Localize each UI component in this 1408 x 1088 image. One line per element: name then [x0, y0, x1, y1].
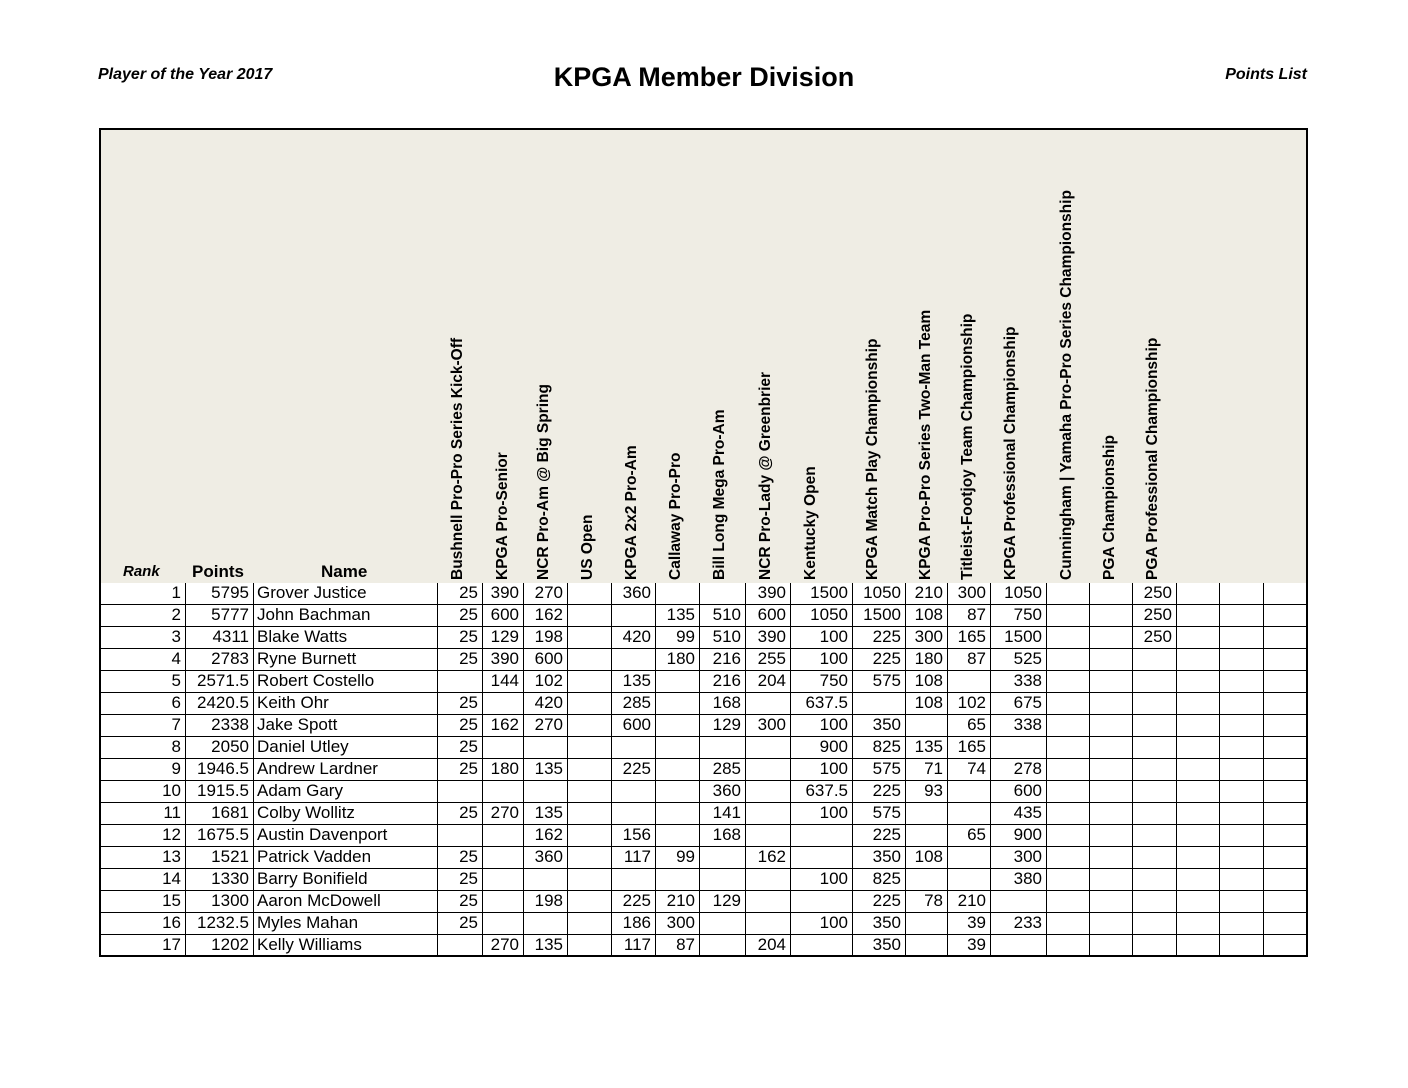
score-cell: 162	[757, 847, 786, 866]
score-cell: 156	[622, 825, 651, 844]
score-cell: 216	[712, 671, 741, 690]
points-cell: 1232.5	[197, 913, 249, 932]
score-cell: 144	[490, 671, 519, 690]
score-cell: 162	[490, 715, 519, 734]
rank-cell: 7	[171, 715, 181, 734]
score-cell: 186	[622, 913, 651, 932]
player-name-cell: Daniel Utley	[257, 737, 349, 756]
score-cell: 100	[819, 803, 848, 822]
points-cell: 1915.5	[197, 781, 249, 800]
score-cell: 575	[872, 759, 901, 778]
score-cell: 180	[490, 759, 519, 778]
score-cell: 380	[1013, 869, 1042, 888]
rank-cell: 6	[171, 693, 181, 712]
player-name-cell: John Bachman	[257, 605, 371, 624]
rank-cell: 4	[171, 649, 181, 668]
event-column-header: KPGA Pro-Pro Series Two-Man Team	[917, 309, 934, 580]
points-cell: 2783	[211, 649, 249, 668]
score-cell: 78	[924, 891, 943, 910]
score-cell: 25	[459, 913, 478, 932]
event-column-header: NCR Pro-Lady @ Greenbrier	[757, 371, 774, 580]
score-cell: 135	[914, 737, 943, 756]
score-cell: 99	[676, 627, 695, 646]
score-cell: 108	[914, 605, 943, 624]
score-cell: 25	[459, 715, 478, 734]
score-cell: 750	[1013, 605, 1042, 624]
score-cell: 39	[967, 935, 986, 954]
score-cell: 129	[490, 627, 519, 646]
player-name-cell: Blake Watts	[257, 627, 348, 646]
points-cell: 1946.5	[197, 759, 249, 778]
rank-cell: 12	[162, 825, 181, 844]
score-cell: 225	[622, 891, 651, 910]
score-cell: 135	[666, 605, 695, 624]
points-cell: 5795	[211, 583, 249, 602]
score-cell: 825	[872, 737, 901, 756]
score-cell: 225	[622, 759, 651, 778]
score-cell: 250	[1143, 627, 1172, 646]
event-column-header: KPGA Professional Championship	[1002, 326, 1019, 580]
score-cell: 225	[872, 825, 901, 844]
points-cell: 1681	[211, 803, 249, 822]
score-cell: 210	[957, 891, 986, 910]
points-cell: 1521	[211, 847, 249, 866]
points-cell: 2050	[211, 737, 249, 756]
rank-cell: 10	[162, 781, 181, 800]
score-cell: 1500	[810, 583, 848, 602]
rank-cell: 16	[162, 913, 181, 932]
score-cell: 637.5	[805, 693, 848, 712]
player-name-cell: Austin Davenport	[257, 825, 388, 844]
score-cell: 87	[967, 649, 986, 668]
score-cell: 162	[534, 825, 563, 844]
score-cell: 225	[872, 649, 901, 668]
score-cell: 135	[534, 803, 563, 822]
page-title: KPGA Member Division	[553, 62, 855, 92]
rank-cell: 11	[163, 803, 181, 822]
player-name-cell: Jake Spott	[257, 715, 338, 734]
player-name-cell: Patrick Vadden	[257, 847, 372, 866]
score-cell: 600	[490, 605, 519, 624]
score-cell: 100	[819, 649, 848, 668]
event-column-header: PGA Championship	[1101, 435, 1118, 580]
score-cell: 102	[957, 693, 986, 712]
score-cell: 129	[712, 891, 741, 910]
score-cell: 270	[490, 803, 519, 822]
score-cell: 300	[914, 627, 943, 646]
score-cell: 600	[534, 649, 563, 668]
event-column-header: KPGA Match Play Championship	[864, 338, 881, 580]
score-cell: 65	[967, 715, 986, 734]
points-cell: 2420.5	[197, 693, 249, 712]
score-cell: 25	[459, 605, 478, 624]
rank-cell: 15	[162, 891, 181, 910]
score-cell: 117	[623, 935, 651, 954]
rank-cell: 1	[171, 583, 181, 602]
score-cell: 168	[712, 693, 741, 712]
score-cell: 600	[1013, 781, 1042, 800]
score-cell: 390	[757, 627, 786, 646]
player-name-cell: Colby Wollitz	[257, 803, 355, 822]
score-cell: 1500	[863, 605, 901, 624]
score-cell: 390	[490, 583, 519, 602]
score-cell: 575	[872, 671, 901, 690]
score-cell: 87	[676, 935, 695, 954]
player-name-cell: Barry Bonifield	[257, 869, 368, 888]
score-cell: 93	[924, 781, 943, 800]
player-name-cell: Adam Gary	[257, 781, 343, 800]
score-cell: 360	[712, 781, 741, 800]
score-cell: 71	[924, 759, 943, 778]
score-cell: 390	[757, 583, 786, 602]
rank-cell: 5	[171, 671, 181, 690]
points-cell: 4311	[212, 627, 249, 646]
rank-cell: 17	[162, 935, 181, 954]
score-cell: 198	[534, 891, 563, 910]
event-column-header: Callaway Pro-Pro	[667, 452, 684, 580]
player-name-cell: Robert Costello	[257, 671, 375, 690]
score-cell: 198	[534, 627, 563, 646]
score-cell: 390	[490, 649, 519, 668]
event-column-header: NCR Pro-Am @ Big Spring	[535, 384, 552, 580]
score-cell: 168	[712, 825, 741, 844]
score-cell: 300	[957, 583, 986, 602]
player-name-cell: Kelly Williams	[257, 935, 362, 954]
score-cell: 300	[757, 715, 786, 734]
score-cell: 204	[757, 935, 786, 954]
score-cell: 225	[872, 891, 901, 910]
player-name-cell: Ryne Burnett	[257, 649, 357, 668]
score-cell: 285	[712, 759, 741, 778]
score-cell: 25	[459, 803, 478, 822]
points-cell: 1675.5	[197, 825, 249, 844]
score-cell: 25	[459, 583, 478, 602]
player-name-cell: Myles Mahan	[257, 913, 359, 932]
score-cell: 162	[534, 605, 563, 624]
event-column-header: Bill Long Mega Pro-Am	[711, 409, 728, 580]
score-cell: 900	[1013, 825, 1042, 844]
score-cell: 338	[1013, 715, 1042, 734]
score-cell: 360	[534, 847, 563, 866]
score-cell: 135	[534, 759, 563, 778]
score-cell: 25	[459, 737, 478, 756]
score-cell: 1050	[863, 583, 901, 602]
score-cell: 233	[1013, 913, 1042, 932]
score-cell: 575	[872, 803, 901, 822]
score-cell: 25	[459, 847, 478, 866]
score-cell: 338	[1013, 671, 1042, 690]
event-column-header: Cunningham | Yamaha Pro-Pro Series Championship	[1058, 190, 1075, 580]
score-cell: 600	[622, 715, 651, 734]
score-cell: 165	[957, 737, 986, 756]
event-column-header: Kentucky Open	[802, 466, 819, 580]
points-cell: 1300	[211, 891, 249, 910]
score-cell: 135	[622, 671, 651, 690]
score-cell: 108	[914, 693, 943, 712]
score-cell: 637.5	[805, 781, 848, 800]
rank-cell: 3	[171, 627, 181, 646]
score-cell: 225	[872, 781, 901, 800]
score-cell: 25	[459, 869, 478, 888]
score-cell: 510	[712, 605, 741, 624]
score-cell: 25	[459, 627, 478, 646]
score-cell: 65	[967, 825, 986, 844]
score-cell: 350	[872, 913, 901, 932]
event-column-header: Titleist-Footjoy Team Championship	[959, 313, 976, 580]
rank-cell: 2	[171, 605, 181, 624]
score-cell: 255	[757, 649, 786, 668]
score-cell: 510	[712, 627, 741, 646]
score-cell: 675	[1013, 693, 1042, 712]
score-cell: 300	[666, 913, 695, 932]
event-column-header: KPGA Pro-Senior	[494, 452, 511, 580]
score-cell: 360	[622, 583, 651, 602]
player-name-cell: Keith Ohr	[257, 693, 329, 712]
score-cell: 100	[819, 759, 848, 778]
rank-cell: 14	[162, 869, 181, 888]
score-cell: 420	[622, 627, 651, 646]
column-header-name: Name	[321, 562, 368, 581]
score-cell: 100	[819, 913, 848, 932]
score-cell: 204	[757, 671, 786, 690]
score-cell: 117	[623, 847, 651, 866]
score-cell: 165	[957, 627, 986, 646]
score-cell: 100	[819, 627, 848, 646]
score-cell: 135	[534, 935, 563, 954]
score-cell: 25	[459, 759, 478, 778]
report-year-label: Player of the Year 2017	[98, 66, 273, 83]
points-cell: 2338	[211, 715, 249, 734]
score-cell: 87	[967, 605, 986, 624]
player-name-cell: Aaron McDowell	[257, 891, 381, 910]
score-cell: 285	[622, 693, 651, 712]
score-cell: 74	[967, 759, 986, 778]
score-cell: 435	[1013, 803, 1042, 822]
score-cell: 250	[1143, 583, 1172, 602]
event-column-header: KPGA 2x2 Pro-Am	[623, 445, 640, 580]
score-cell: 39	[967, 913, 986, 932]
score-cell: 180	[914, 649, 943, 668]
rank-cell: 13	[162, 847, 181, 866]
event-column-header: Bushnell Pro-Pro Series Kick-Off	[449, 337, 466, 580]
score-cell: 1500	[1004, 627, 1042, 646]
score-cell: 129	[712, 715, 741, 734]
column-header-rank: Rank	[123, 563, 160, 580]
score-cell: 102	[534, 671, 563, 690]
score-cell: 250	[1143, 605, 1172, 624]
player-name-cell: Grover Justice	[257, 583, 367, 602]
column-header-points: Points	[192, 562, 244, 581]
score-cell: 525	[1013, 649, 1042, 668]
score-cell: 350	[872, 935, 901, 954]
score-cell: 270	[534, 583, 563, 602]
rank-cell: 9	[171, 759, 181, 778]
score-cell: 270	[490, 935, 519, 954]
score-cell: 100	[819, 715, 848, 734]
score-cell: 900	[819, 737, 848, 756]
points-cell: 5777	[211, 605, 249, 624]
event-column-header: PGA Professional Championship	[1144, 337, 1161, 580]
score-cell: 225	[872, 627, 901, 646]
score-cell: 750	[819, 671, 848, 690]
score-cell: 278	[1013, 759, 1042, 778]
score-cell: 825	[872, 869, 901, 888]
points-list-label: Points List	[1225, 66, 1307, 83]
score-cell: 25	[459, 649, 478, 668]
score-cell: 210	[914, 583, 943, 602]
score-cell: 141	[712, 803, 741, 822]
score-cell: 420	[534, 693, 563, 712]
score-cell: 100	[819, 869, 848, 888]
rank-cell: 8	[171, 737, 181, 756]
event-column-header: US Open	[579, 514, 596, 580]
points-cell: 1202	[211, 935, 249, 954]
points-cell: 1330	[211, 869, 249, 888]
score-cell: 350	[872, 847, 901, 866]
score-cell: 1050	[810, 605, 848, 624]
score-cell: 270	[534, 715, 563, 734]
score-cell: 108	[914, 847, 943, 866]
score-cell: 180	[666, 649, 695, 668]
score-cell: 600	[757, 605, 786, 624]
score-cell: 210	[666, 891, 695, 910]
score-cell: 300	[1013, 847, 1042, 866]
score-cell: 25	[459, 891, 478, 910]
score-cell: 350	[872, 715, 901, 734]
score-cell: 1050	[1004, 583, 1042, 602]
points-cell: 2571.5	[197, 671, 249, 690]
player-name-cell: Andrew Lardner	[257, 759, 378, 778]
score-cell: 216	[712, 649, 741, 668]
score-cell: 99	[676, 847, 695, 866]
score-cell: 108	[914, 671, 943, 690]
score-cell: 25	[459, 693, 478, 712]
